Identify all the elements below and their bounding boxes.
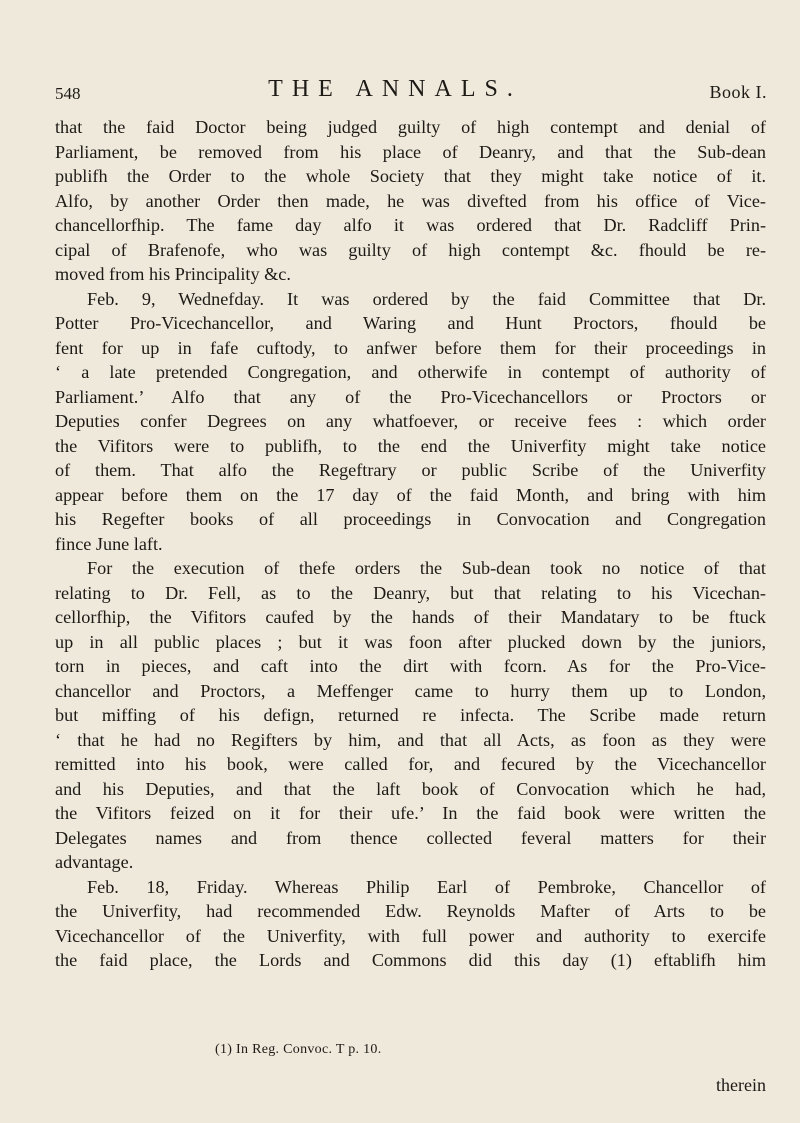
text-line: cellorfhip, the Vifitors caufed by the hands of their Mandatary to be ftuck — [55, 607, 766, 627]
text-line: moved from his Principality &c. — [55, 264, 291, 284]
text-line: publifh the Order to the whole Society that they might take notice of it. — [55, 166, 766, 186]
text-line: and his Deputies, and that the laft book of Convocation which he had, — [55, 778, 766, 799]
text-line: that the faid Doctor being judged guilty of high contempt and denial of — [55, 117, 766, 137]
text-line: ‘ that he had no Regifters by him, and that all Acts, as foon as they were — [55, 729, 766, 750]
text-line: the Vifitors were to publifh, to the end the Univerfity might take notice — [55, 435, 766, 456]
text-line: of them. That alfo the Regeftrary or public Scribe of the Univerfity — [55, 460, 766, 480]
paragraph-start: Feb. 9, Wednefday. It was ordered by the faid Committee that Dr. — [87, 288, 766, 309]
page-number: 548 — [55, 84, 81, 103]
text-line: chancellorfhip. The fame day alfo it was ordered that Dr. Radcliff Prin- — [55, 215, 766, 235]
footnote: (1) In Reg. Convoc. T p. 10. — [215, 1042, 382, 1057]
text-line: appear before them on the 17 day of the faid Month, and bring with him — [55, 484, 766, 505]
text-line: remitted into his book, were called for, and fecured by the Vicechancellor — [55, 754, 766, 774]
book-label: Book I. — [709, 82, 767, 102]
text-line: Parliament.’ Alfo that any of the Pro-Vicechancellors or Proctors or — [55, 386, 766, 407]
paragraph-start: Feb. 18, Friday. Whereas Philip Earl of Pembroke, Chancellor of — [87, 876, 766, 897]
paragraph-start: For the execution of thefe orders the Sub-dean took no notice of that — [87, 558, 766, 578]
text-line: the Univerfity, had recommended Edw. Reynolds Mafter of Arts to be — [55, 901, 766, 921]
text-line: but miffing of his defign, returned re infecta. The Scribe made return — [55, 705, 766, 725]
running-head — [55, 76, 767, 108]
text-line: torn in pieces, and caft into the dirt with fcorn. As for the Pro-Vice- — [55, 656, 766, 676]
catchword: therein — [716, 1075, 766, 1095]
text-line: the faid place, the Lords and Commons did this day (1) eftablifh him — [55, 950, 766, 970]
text-line: his Regefter books of all proceedings in Convocation and Congregation — [55, 509, 766, 529]
text-line: up in all public places ; but it was foon after plucked down by the juniors, — [55, 631, 766, 652]
text-line: advantage. — [55, 852, 134, 872]
body-text — [55, 115, 766, 973]
text-line: the Vifitors feized on it for their ufe.’ In the faid book were written the — [55, 803, 766, 823]
text-line: Parliament, be removed from his place of Deanry, and that the Sub-dean — [55, 141, 766, 162]
text-line: Vicechancellor of the Univerfity, with full power and authority to exercife — [55, 925, 766, 946]
text-line: ‘ a late pretended Congregation, and otherwife in contempt of authority of — [55, 362, 766, 382]
text-line: fent for up in fafe cuftody, to anfwer before them for their proceedings in — [55, 337, 766, 358]
text-line: relating to Dr. Fell, as to the Deanry, but that relating to his Vicechan- — [55, 582, 766, 603]
text-line: cipal of Brafenofe, who was guilty of high contempt &c. fhould be re- — [55, 239, 766, 260]
running-title: THE ANNALS. — [268, 76, 522, 102]
text-line: chancellor and Proctors, a Meffenger came to hurry them up to London, — [55, 680, 766, 701]
text-line: Deputies confer Degrees on any whatfoever, or receive fees : which order — [55, 411, 766, 431]
text-line: Alfo, by another Order then made, he was divefted from his office of Vice- — [55, 190, 766, 211]
text-line: Delegates names and from thence collected feveral matters for their — [55, 827, 766, 848]
text-line: fince June laft. — [55, 533, 163, 554]
text-line: Potter Pro-Vicechancellor, and Waring and Hunt Proctors, fhould be — [55, 313, 766, 333]
